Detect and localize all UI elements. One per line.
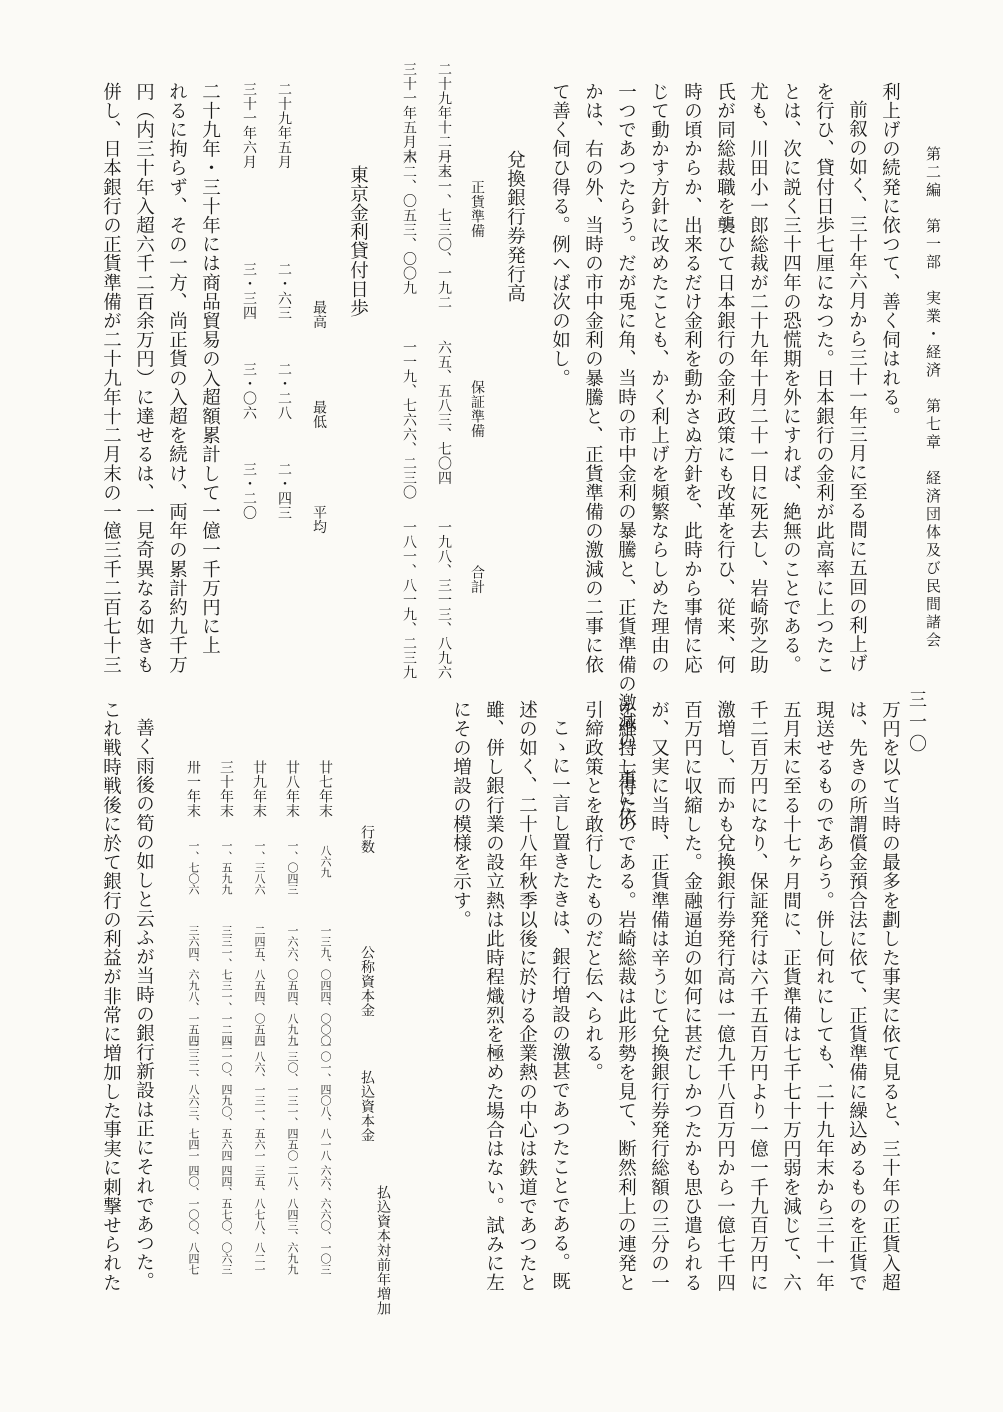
table-title: 東京金利貸付日歩	[347, 165, 369, 318]
col-header: 合計	[469, 565, 485, 594]
body-line: じて動かす方針に改めたことも、かく利上げを頻繁ならしめた理由の	[648, 82, 670, 675]
row-label: 廿八年末	[284, 760, 300, 818]
body-line: 利上げの続発に依つて、善く伺はれる。	[879, 82, 901, 426]
table-cell: 二八、八四三、六九九	[286, 1165, 299, 1275]
body-line: て善く伺ひ得る。例へば次の如し。	[549, 82, 571, 388]
col-header: 最高	[311, 300, 327, 329]
table-cell: 四四、五七〇、〇六三	[220, 1165, 233, 1275]
col-header: 払込資本金	[359, 1070, 375, 1143]
table-cell: 三三二、八六三、七四一	[187, 1040, 200, 1161]
col-header: 正貨準備	[469, 180, 485, 238]
table-cell: 一、五九九	[220, 840, 233, 895]
table-cell: 一八一、八一九、二三九	[401, 520, 417, 680]
col-header: 行数	[359, 825, 375, 854]
table-cell: 一〇一、四〇八、八一八	[319, 1040, 332, 1161]
row-label: 二十九年五月	[276, 82, 292, 169]
col-header: 平均	[311, 505, 327, 534]
body-line: これ戦時戦後に於て銀行の利益が非常に増加した事実に刺撃せられた	[100, 700, 122, 1293]
body-line: 併し、日本銀行の正貨準備が二十九年十二月末の一億三千二百七十三	[100, 82, 122, 675]
body-line: 尤も、川田小一郎総裁が二十九年十月二十一日に死去し、岩崎弥之助	[747, 82, 769, 675]
table-cell: 三・二〇	[241, 462, 257, 520]
row-label: 三十年末	[218, 760, 234, 818]
body-line: 善く雨後の筍の如しと云ふが当時の銀行新設は正にそれであつた。	[133, 718, 155, 1291]
table-title: 兌換銀行券発行高	[504, 150, 526, 303]
body-line: 二十九年・三十年には商品貿易の入超額累計して一億一千万円に上	[199, 82, 221, 655]
table-cell: 一三〇、一三一、四五〇	[286, 1040, 299, 1161]
body-line: 氏が同総裁職を襲ひて日本銀行の金利政策にも改革を行ひ、従来、何	[714, 82, 736, 675]
running-header: 第二編 第一部 実業・経済 第七章 経済団体及び民間諸会	[924, 146, 942, 650]
table-cell: 八六九	[319, 845, 332, 878]
row-label: 廿九年末	[251, 760, 267, 818]
table-cell: 四〇、一〇〇、八四七	[187, 1165, 200, 1275]
table-cell: 一三九、〇四四、〇〇〇	[319, 925, 332, 1046]
table-cell: 二・四三	[276, 462, 292, 520]
table-cell: 一三一、七三〇、一九二	[436, 150, 452, 310]
col-header: 保証準備	[469, 380, 485, 438]
body-line: 述の如く、二十八年秋季以後に於ける企業熱の中心は鉄道であつたと	[516, 700, 538, 1293]
col-header: 公称資本金	[359, 945, 375, 1018]
table-cell: 一八六、一三一、五六一	[253, 1040, 266, 1161]
page-number: 三一〇	[906, 690, 927, 756]
table-cell: 六五、五八三、七〇四	[436, 340, 452, 485]
body-line: が、又実に当時、正貨準備は辛うじて兌換銀行券発行総額の三分の一	[648, 700, 670, 1293]
table-cell: 一、三八六	[253, 840, 266, 895]
row-label: 二十九年十二月末	[436, 62, 452, 178]
body-line: 現送せるものであらう。併し何れにしても、二十九年末から三十一年	[813, 700, 835, 1293]
body-line: こゝに一言し置きたきは、銀行増設の激甚であつたことである。既	[549, 718, 571, 1291]
body-line: 円（内三十年入超六千二百余万円）に達せるは、一見奇異なる如きも	[133, 82, 155, 675]
body-line: を行ひ、貸付日歩七厘になつた。日本銀行の金利が此高率に上つたこ	[813, 82, 835, 675]
table-cell: 二・二八	[276, 362, 292, 420]
row-label: 三十一年五月末	[401, 62, 417, 164]
body-line: 前叙の如く、三十年六月から三十一年三月に至る間に五回の利上げ	[846, 100, 868, 673]
body-line: 激増し、而かも兌換銀行券発行高は一億九千八百万円から一億七千四	[714, 700, 736, 1293]
table-cell: 二・六三	[276, 262, 292, 320]
body-line: 引締政策とを敢行したものだと伝へられる。	[582, 700, 604, 1082]
table-cell: 三三一、七三一、一二四	[220, 925, 233, 1046]
table-cell: 一六六、〇五四、八九九	[286, 925, 299, 1046]
table-cell: 六六、六六〇、一〇三	[319, 1165, 332, 1275]
body-line: れるに拘らず、その一方、尚正貨の入超を続け、両年の累計約九千万	[166, 82, 188, 675]
body-line: とは、次に説く三十四年の恐慌期を外にすれば、絶無のことである。	[780, 82, 802, 675]
body-line: 万円を以て当時の最多を劃した事実に依て見ると、三十年の正貨入超	[879, 700, 901, 1293]
body-line: 一つであつたらう。だが兎に角、当時の市中金利の暴騰と、正貨準備の激減の二事に依	[615, 82, 637, 827]
table-cell: 三・〇六	[241, 362, 257, 420]
body-line: を維持し得たのである。岩崎総裁は此形勢を見て、断然利上の連発と	[615, 700, 637, 1293]
table-cell: 二一〇、四九〇、五六四	[220, 1040, 233, 1161]
table-cell: 一、七〇六	[187, 840, 200, 895]
table-cell: 三・三四	[241, 262, 257, 320]
table-cell: 一一九、七六六、二三〇	[401, 340, 417, 500]
body-line: かは、右の外、当時の市中金利の暴騰と、正貨準備の激減の二事に依	[582, 82, 604, 675]
table-cell: 二四五、八五四、〇五四	[253, 925, 266, 1046]
row-label: 卅一年末	[185, 760, 201, 818]
table-cell: 三五、八七八、八二一	[253, 1165, 266, 1275]
body-line: は、先きの所謂償金預合法に依て、正貨準備に繰込めるものを正貨で	[846, 700, 868, 1293]
table-cell: 一、〇四三	[286, 840, 299, 895]
col-header: 最低	[311, 400, 327, 429]
body-line: 時の頃からか、出来るだけ金利を動かさぬ方針を、此時から事情に応	[681, 82, 703, 675]
body-line: 百万円に収縮した。金融逼迫の如何に甚だしかつたかも思ひ遣られる	[681, 700, 703, 1293]
table-cell: 三六四、六九八、一五四	[187, 925, 200, 1046]
body-line: 雖、併し銀行業の設立熱は此時程熾烈を極めた場合はない。試みに左	[483, 700, 505, 1293]
row-label: 廿七年末	[317, 760, 333, 818]
row-label: 三十一年六月	[241, 82, 257, 169]
body-line: にその増設の模様を示す。	[450, 700, 472, 930]
col-header: 払込資本対前年増加	[375, 1185, 391, 1316]
table-cell: 六二、〇五三、〇〇九	[401, 150, 417, 295]
body-line: 千二百万円になり、保証発行は六千五百万円より一億一千九百万円に	[747, 700, 769, 1293]
table-cell: 一九八、三一三、八九六	[436, 520, 452, 680]
body-line: 五月末に至る十七ヶ月間に、正貨準備は七千七十万円弱を減じて、六	[780, 700, 802, 1293]
